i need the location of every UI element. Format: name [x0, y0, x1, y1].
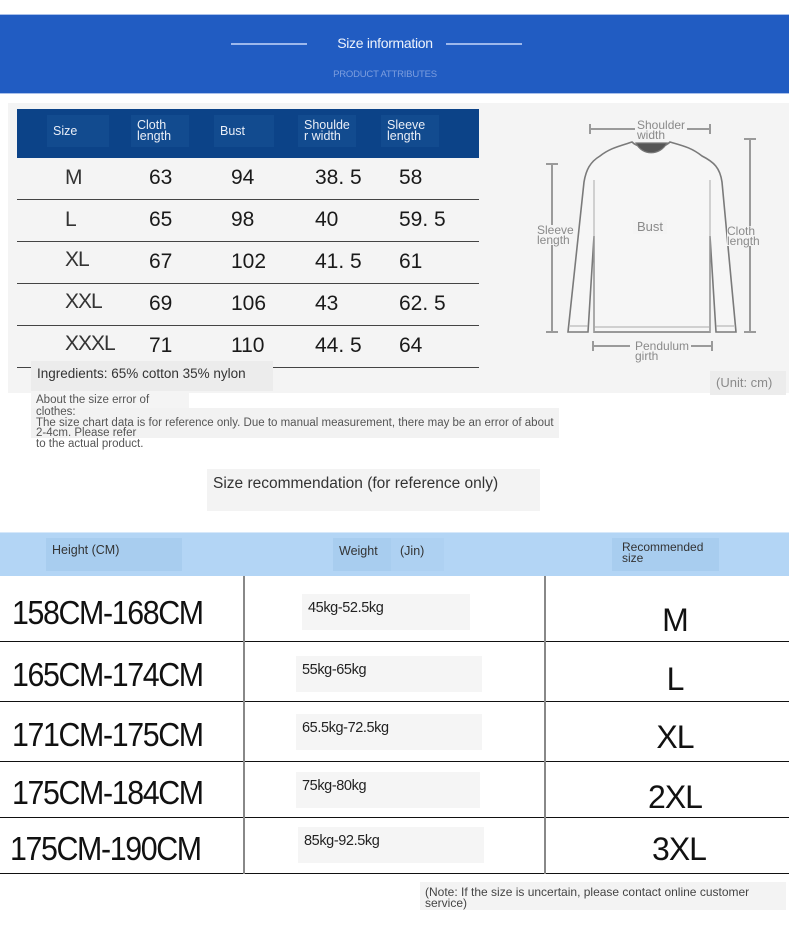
height-range: 171CM-175CM [12, 716, 203, 753]
height-range: 158CM-168CM [12, 594, 203, 631]
height-range: 175CM-190CM [10, 830, 201, 867]
size-row-m [17, 158, 479, 200]
shoulder-width-cell: 38. 5 [315, 166, 362, 189]
cloth-length-cell: 69 [149, 292, 173, 315]
sleeve-length-cell: 59. 5 [399, 208, 446, 231]
bust-cell: 94 [231, 166, 255, 189]
recommended-size: L [666, 661, 684, 697]
banner-rule-left [231, 43, 307, 45]
ingredients-text: Ingredients: 65% cotton 35% nylon [31, 361, 273, 391]
header-recommended-size: Recommended size [612, 538, 719, 571]
recommended-size: 3XL [652, 831, 706, 867]
header-weight: Weight [333, 538, 391, 571]
banner-subtitle: PRODUCT ATTRIBUTES [333, 69, 437, 80]
recommendation-row [0, 762, 789, 818]
sleeve-length-cell: 62. 5 [399, 292, 446, 315]
weight-range: 55kg-65kg [296, 656, 482, 692]
recommendation-row [0, 576, 789, 642]
height-range: 175CM-184CM [12, 774, 203, 811]
sleeve-length-cell: 64 [399, 334, 423, 357]
shoulder-width-cell: 41. 5 [315, 250, 362, 273]
size-cell: L [65, 208, 76, 231]
banner-title: Size information [337, 35, 433, 51]
cloth-length-cell: 63 [149, 166, 173, 189]
recommendation-table [0, 576, 789, 874]
banner-rule-right [446, 43, 522, 45]
column-header-size: Size [47, 115, 109, 147]
column-header-shoulder-width: Shoulde r width [298, 115, 356, 147]
size-information-banner [0, 14, 789, 94]
size-cell: XL [65, 248, 89, 271]
column-divider [243, 576, 245, 874]
column-header-cloth-length: Cloth length [131, 115, 189, 147]
cloth-length-label: Cloth length [727, 224, 760, 248]
weight-range: 85kg-92.5kg [298, 827, 484, 863]
bust-cell: 98 [231, 208, 255, 231]
size-cell: M [65, 166, 82, 189]
size-cell: XXXL [65, 332, 115, 355]
recommended-size: M [662, 602, 688, 638]
weight-range: 75kg-80kg [296, 772, 480, 808]
bust-cell: 102 [231, 250, 267, 273]
size-error-note: clothes: The size chart data is for reference only. Due to manual measurement, there may be an error of about 2-4cm. Please refer to the actual product. [31, 408, 559, 438]
column-header-sleeve-length: Sleeve length [381, 115, 439, 147]
shoulder-width-cell: 44. 5 [315, 334, 362, 357]
shoulder-width-cell: 43 [315, 292, 339, 315]
customer-service-note: (Note: If the size is uncertain, please contact online customer service) [420, 882, 786, 910]
sleeve-length-cell: 61 [399, 250, 423, 273]
recommendation-header [0, 532, 789, 576]
sleeve-length-label: Sleeve length [537, 223, 574, 247]
header-weight-unit: (Jin) [391, 538, 444, 571]
header-height: Height (CM) [46, 538, 182, 571]
recommendation-row [0, 642, 789, 702]
recommendation-row [0, 818, 789, 874]
recommended-size: XL [656, 719, 694, 755]
cloth-length-cell: 71 [149, 334, 173, 357]
height-range: 165CM-174CM [12, 656, 203, 693]
garment-measurement-diagram [530, 110, 785, 363]
size-chart-table [17, 109, 479, 368]
size-recommendation-title: Size recommendation (for reference only) [207, 469, 540, 511]
pendulum-girth-label: Pendulum girth [635, 339, 690, 363]
cloth-length-cell: 67 [149, 250, 173, 273]
weight-range: 65.5kg-72.5kg [296, 714, 482, 750]
recommendation-row [0, 702, 789, 762]
unit-label: (Unit: cm) [710, 371, 786, 395]
column-header-bust: Bust [214, 115, 274, 147]
bust-cell: 110 [231, 334, 265, 357]
shoulder-width-cell: 40 [315, 208, 339, 231]
weight-range: 45kg-52.5kg [302, 594, 470, 630]
cloth-length-cell: 65 [149, 208, 173, 231]
size-row-xxl [17, 284, 479, 326]
size-row-l [17, 200, 479, 242]
column-divider [544, 576, 546, 874]
size-row-xl [17, 242, 479, 284]
bust-cell: 106 [231, 292, 267, 315]
sleeve-length-cell: 58 [399, 166, 423, 189]
size-chart-header [17, 109, 479, 158]
shoulder-width-label: Shoulder width [637, 118, 686, 142]
size-error-title: About the size error of [31, 392, 189, 414]
recommended-size: 2XL [648, 779, 702, 815]
size-cell: XXL [65, 290, 102, 313]
bust-label: Bust [633, 220, 667, 234]
